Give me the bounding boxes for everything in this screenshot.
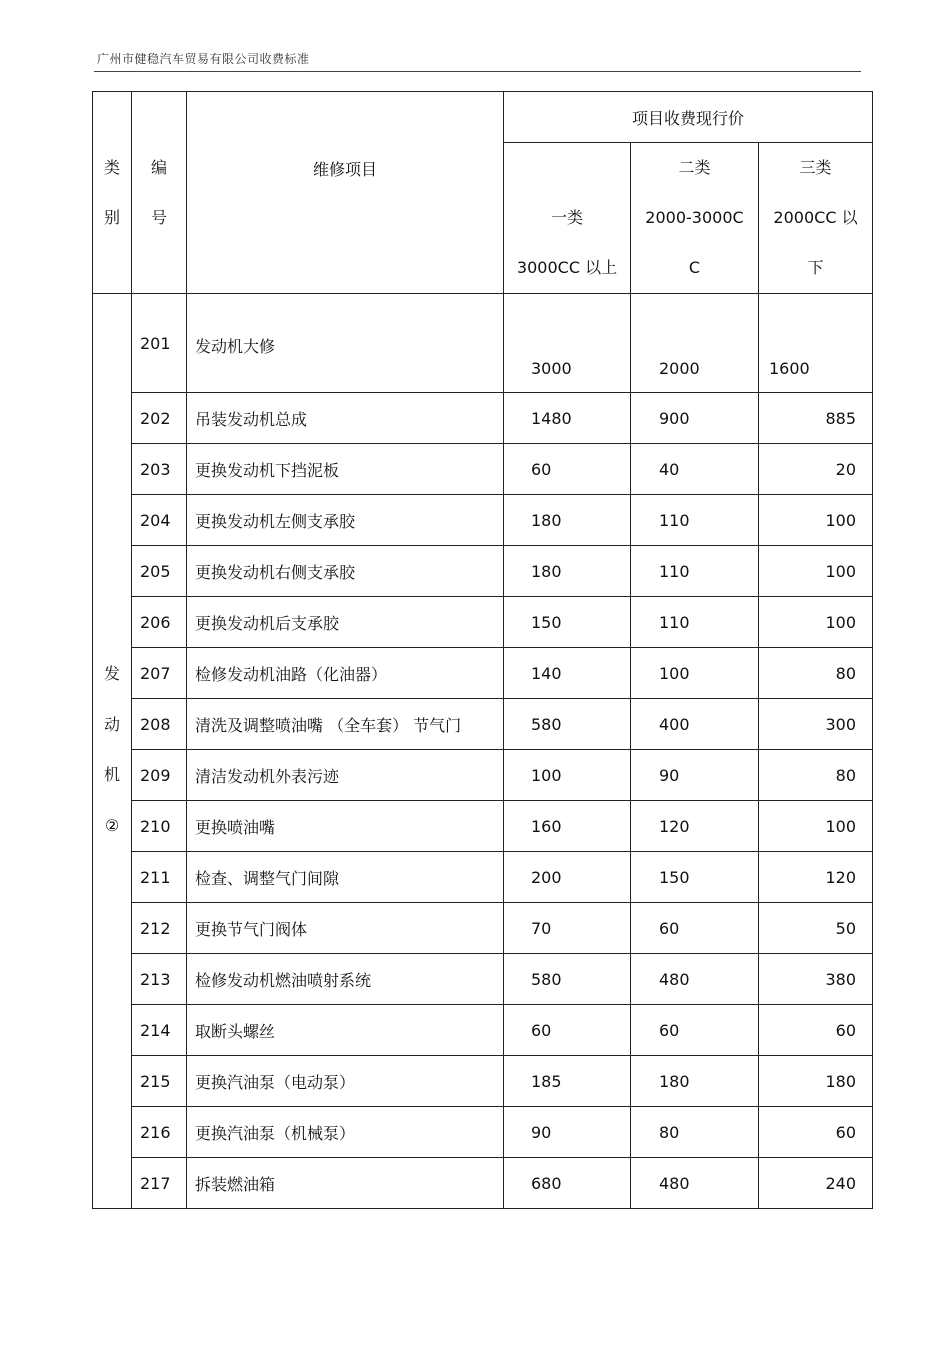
row-number: 207: [132, 648, 187, 699]
price-class1: 200: [504, 852, 631, 903]
price-class2: 150: [631, 852, 759, 903]
header-divider: [94, 71, 861, 72]
class1-header: 一类 3000CC 以上: [504, 143, 631, 294]
table-row: [93, 495, 873, 546]
price-class2: 2000: [631, 294, 759, 393]
price-class2: 110: [631, 546, 759, 597]
price-class1: 1480: [504, 393, 631, 444]
price-class2: 60: [631, 1005, 759, 1056]
repair-item-name: 检修发动机燃油喷射系统: [187, 954, 504, 1005]
repair-item-name: 更换发动机左侧支承胶: [187, 495, 504, 546]
table-row: [93, 597, 873, 648]
table-row: [93, 750, 873, 801]
row-number: 202: [132, 393, 187, 444]
document-header-title: 广州市健稳汽车贸易有限公司收费标准: [97, 52, 310, 66]
price-class3: 100: [759, 597, 873, 648]
table-row: [93, 546, 873, 597]
price-class2: 900: [631, 393, 759, 444]
table-row: [93, 393, 873, 444]
table-row: [93, 294, 873, 393]
table-row: [93, 1056, 873, 1107]
price-class1: 60: [504, 444, 631, 495]
price-class2: 80: [631, 1107, 759, 1158]
price-class2: 180: [631, 1056, 759, 1107]
price-class1: 185: [504, 1056, 631, 1107]
repair-item-name: 更换汽油泵（机械泵）: [187, 1107, 504, 1158]
row-number: 217: [132, 1158, 187, 1209]
table-row: [93, 852, 873, 903]
repair-item-name: 发动机大修: [187, 294, 504, 393]
class2-header: 二类 2000-3000C C: [631, 143, 759, 294]
price-class2: 40: [631, 444, 759, 495]
price-class1: 180: [504, 495, 631, 546]
category-column-header: 类 别: [93, 92, 132, 294]
price-class1: 180: [504, 546, 631, 597]
price-class1: 60: [504, 1005, 631, 1056]
price-class3: 120: [759, 852, 873, 903]
price-class1: 70: [504, 903, 631, 954]
row-number: 215: [132, 1056, 187, 1107]
table-row: [93, 1158, 873, 1209]
price-class3: 240: [759, 1158, 873, 1209]
price-class3: 60: [759, 1005, 873, 1056]
row-number: 204: [132, 495, 187, 546]
price-class2: 60: [631, 903, 759, 954]
fee-standard-table: [92, 91, 873, 1209]
price-class3: 60: [759, 1107, 873, 1158]
repair-item-name: 取断头螺丝: [187, 1005, 504, 1056]
table-row: [93, 444, 873, 495]
row-number: 211: [132, 852, 187, 903]
table-row: [93, 801, 873, 852]
row-number: 212: [132, 903, 187, 954]
price-class3: 1600: [759, 294, 873, 393]
repair-item-name: 更换节气门阀体: [187, 903, 504, 954]
row-number: 216: [132, 1107, 187, 1158]
table-row: [93, 1005, 873, 1056]
row-number: 206: [132, 597, 187, 648]
number-column-header: 编 号: [132, 92, 187, 294]
price-class1: 140: [504, 648, 631, 699]
repair-item-name: 清洗及调整喷油嘴 （全车套） 节气门: [187, 699, 504, 750]
price-class3: 180: [759, 1056, 873, 1107]
table-row: [93, 954, 873, 1005]
price-class1: 580: [504, 954, 631, 1005]
price-class2: 100: [631, 648, 759, 699]
class3-header: 三类 2000CC 以 下: [759, 143, 873, 294]
price-class3: 885: [759, 393, 873, 444]
price-group-header: 项目收费现行价: [504, 92, 873, 143]
price-class2: 110: [631, 495, 759, 546]
price-class2: 120: [631, 801, 759, 852]
price-class3: 20: [759, 444, 873, 495]
row-number: 208: [132, 699, 187, 750]
price-class3: 80: [759, 648, 873, 699]
repair-item-name: 更换喷油嘴: [187, 801, 504, 852]
table-row: [93, 699, 873, 750]
row-number: 209: [132, 750, 187, 801]
repair-item-name: 更换发动机下挡泥板: [187, 444, 504, 495]
price-class2: 480: [631, 954, 759, 1005]
row-number: 205: [132, 546, 187, 597]
repair-item-name: 更换发动机右侧支承胶: [187, 546, 504, 597]
price-class1: 3000: [504, 294, 631, 393]
item-column-header: 维修项目: [187, 92, 504, 294]
price-class1: 150: [504, 597, 631, 648]
price-class1: 90: [504, 1107, 631, 1158]
repair-item-name: 检修发动机油路（化油器）: [187, 648, 504, 699]
repair-item-name: 拆装燃油箱: [187, 1158, 504, 1209]
row-number: 214: [132, 1005, 187, 1056]
category-label: 发 动 机 ②: [93, 294, 132, 1209]
repair-item-name: 更换发动机后支承胶: [187, 597, 504, 648]
price-class1: 100: [504, 750, 631, 801]
price-class1: 680: [504, 1158, 631, 1209]
price-class1: 580: [504, 699, 631, 750]
row-number: 210: [132, 801, 187, 852]
price-class3: 380: [759, 954, 873, 1005]
price-class2: 480: [631, 1158, 759, 1209]
price-class2: 110: [631, 597, 759, 648]
table-row: [93, 903, 873, 954]
price-class1: 160: [504, 801, 631, 852]
price-class3: 100: [759, 801, 873, 852]
table-row: [93, 1107, 873, 1158]
table-row: [93, 648, 873, 699]
price-class2: 90: [631, 750, 759, 801]
price-class2: 400: [631, 699, 759, 750]
price-class3: 50: [759, 903, 873, 954]
price-class3: 80: [759, 750, 873, 801]
repair-item-name: 清洁发动机外表污迹: [187, 750, 504, 801]
repair-item-name: 吊装发动机总成: [187, 393, 504, 444]
price-class3: 300: [759, 699, 873, 750]
row-number: 201: [132, 294, 187, 393]
price-class3: 100: [759, 546, 873, 597]
repair-item-name: 更换汽油泵（电动泵）: [187, 1056, 504, 1107]
row-number: 203: [132, 444, 187, 495]
price-class3: 100: [759, 495, 873, 546]
row-number: 213: [132, 954, 187, 1005]
repair-item-name: 检查、调整气门间隙: [187, 852, 504, 903]
